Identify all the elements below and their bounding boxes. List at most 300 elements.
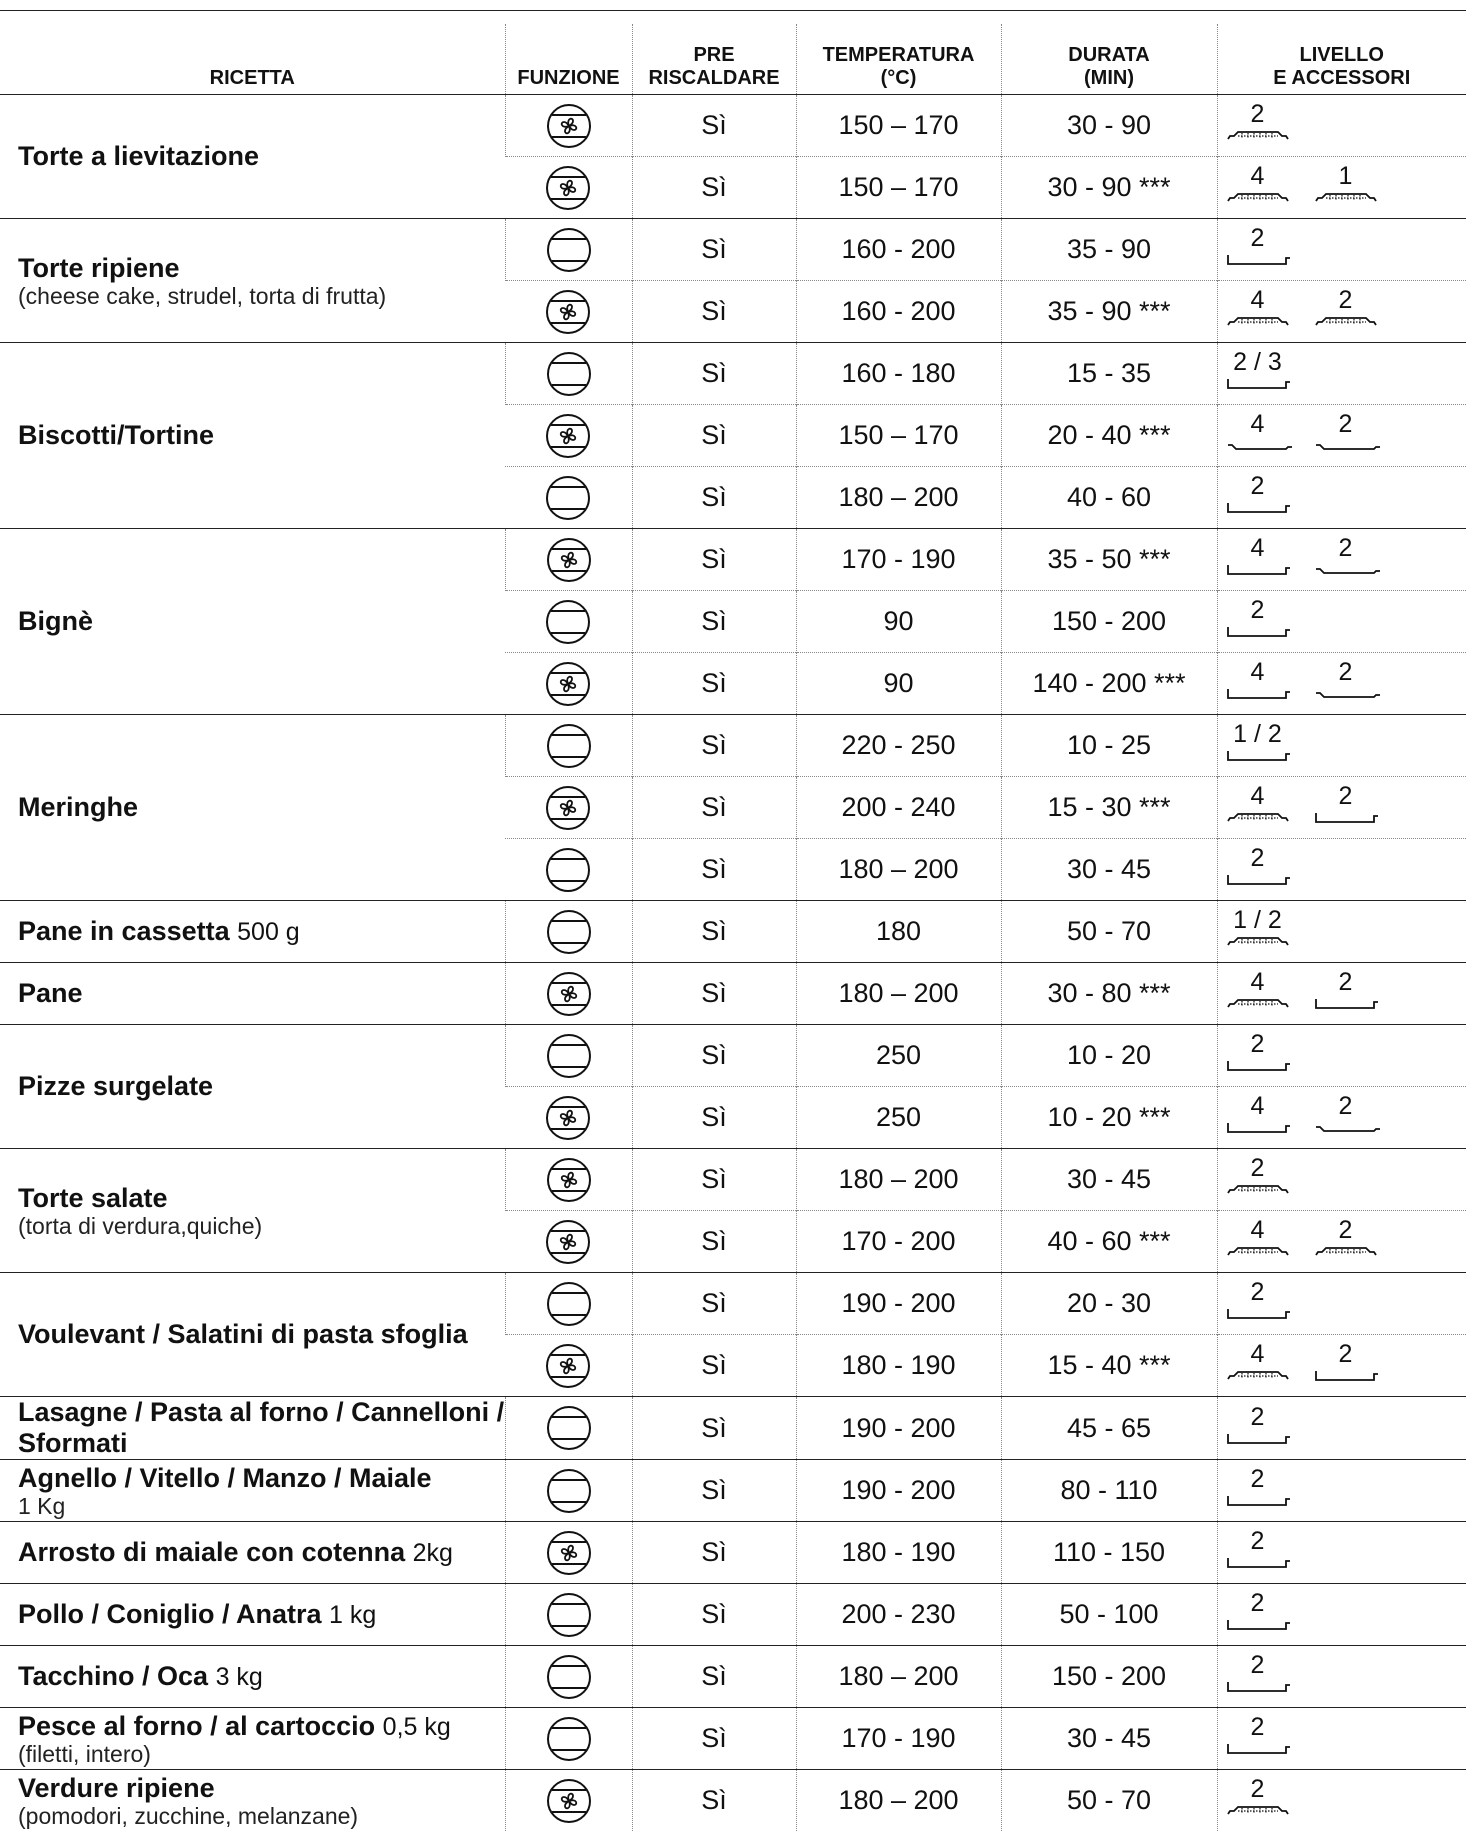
preheat-cell: Sì	[632, 653, 796, 715]
baking-tray-icon	[1226, 687, 1292, 701]
baking-tray-icon	[1314, 1369, 1380, 1383]
recipe-name: Agnello / Vitello / Manzo / Maiale	[18, 1463, 432, 1493]
duration-cell: 35 - 90 ***	[1001, 281, 1217, 343]
baking-tray-icon	[1226, 749, 1292, 763]
temperature-cell: 90	[796, 653, 1001, 715]
preheat-cell: Sì	[632, 1335, 796, 1397]
duration-cell: 35 - 90	[1001, 219, 1217, 281]
wire-rack-icon	[1226, 315, 1292, 329]
fan-function-icon	[546, 537, 592, 583]
recipe-name: Torte salate	[18, 1183, 168, 1213]
temperature-cell: 150 – 170	[796, 95, 1001, 157]
recipe-name: Torte ripiene	[18, 253, 180, 283]
function-cell	[505, 591, 632, 653]
temperature-cell: 200 - 230	[796, 1584, 1001, 1646]
wire-rack-icon	[1226, 129, 1292, 143]
temperature-cell: 220 - 250	[796, 715, 1001, 777]
function-cell	[505, 1335, 632, 1397]
wire-rack-icon	[1314, 1245, 1380, 1259]
preheat-cell: Sì	[632, 901, 796, 963]
preheat-cell: Sì	[632, 1460, 796, 1522]
recipe-note: (cheese cake, strudel, torta di frutta)	[18, 284, 505, 308]
wire-rack-icon	[1226, 811, 1292, 825]
level-accessory-cell	[1217, 1770, 1466, 1831]
recipe-name: Meringhe	[18, 792, 138, 822]
recipe-weight: 3 kg	[216, 1663, 263, 1691]
fan-function-icon	[546, 103, 592, 149]
shelf-level: 4	[1226, 783, 1290, 809]
shelf-level: 4	[1226, 1341, 1290, 1367]
wire-rack-icon	[1226, 1245, 1292, 1259]
static-function-icon	[545, 475, 591, 521]
shelf-level: 4	[1226, 535, 1290, 561]
recipe-cell	[0, 901, 505, 963]
recipe-cell	[0, 95, 505, 219]
temperature-cell: 180	[796, 901, 1001, 963]
fan-function-icon	[545, 165, 591, 211]
level-accessory-cell	[1217, 1460, 1466, 1522]
temperature-cell: 190 - 200	[796, 1273, 1001, 1335]
table-row	[0, 1770, 1466, 1831]
recipe-weight: 1 kg	[329, 1601, 376, 1629]
recipe-note: (torta di verdura,quiche)	[18, 1214, 505, 1238]
duration-cell: 15 - 35	[1001, 343, 1217, 405]
duration-cell: 10 - 20	[1001, 1025, 1217, 1087]
preheat-cell: Sì	[632, 591, 796, 653]
temperature-cell: 180 – 200	[796, 1770, 1001, 1831]
static-function-icon	[546, 351, 592, 397]
static-function-icon	[546, 723, 592, 769]
function-cell	[505, 1522, 632, 1584]
baking-tray-icon	[1226, 1742, 1292, 1756]
baking-tray-icon	[1226, 1618, 1292, 1632]
header-livello: LIVELLO E ACCESSORI	[1217, 24, 1466, 95]
level-accessory-cell	[1217, 219, 1466, 281]
shelf-level: 1 / 2	[1226, 907, 1290, 933]
table-row	[0, 1397, 1466, 1460]
recipe-cell	[0, 1584, 505, 1646]
function-cell	[505, 1708, 632, 1770]
temperature-cell: 190 - 200	[796, 1397, 1001, 1460]
fan-function-icon	[545, 661, 591, 707]
baking-tray-icon	[1226, 1556, 1292, 1570]
preheat-cell: Sì	[632, 95, 796, 157]
level-accessory-cell	[1217, 901, 1466, 963]
recipe-name: Pizze surgelate	[18, 1071, 213, 1101]
baking-tray-icon	[1226, 501, 1292, 515]
table-row	[0, 529, 1466, 591]
static-function-icon	[545, 847, 591, 893]
level-accessory-cell	[1217, 1025, 1466, 1087]
function-cell	[505, 1397, 632, 1460]
baking-tray-icon	[1226, 625, 1292, 639]
baking-tray-icon	[1226, 1059, 1292, 1073]
level-accessory-cell	[1217, 591, 1466, 653]
header-pre: PRE RISCALDARE	[632, 24, 796, 95]
level-accessory-cell	[1217, 343, 1466, 405]
preheat-cell: Sì	[632, 405, 796, 467]
preheat-cell: Sì	[632, 1211, 796, 1273]
baking-tray-icon	[1226, 1121, 1292, 1135]
static-function-icon	[546, 227, 592, 273]
recipe-cell	[0, 715, 505, 901]
level-accessory-cell	[1217, 1646, 1466, 1708]
duration-cell: 30 - 45	[1001, 1149, 1217, 1211]
shelf-level: 1 / 2	[1226, 721, 1290, 747]
wire-rack-icon	[1226, 1804, 1292, 1818]
duration-cell: 15 - 40 ***	[1001, 1335, 1217, 1397]
recipe-name: Lasagne / Pasta al forno / Cannelloni / Sformati	[18, 1397, 504, 1458]
shelf-level: 4	[1226, 969, 1290, 995]
temperature-cell: 180 – 200	[796, 963, 1001, 1025]
fan-function-icon	[546, 1157, 592, 1203]
shelf-level: 2	[1226, 1714, 1290, 1740]
function-cell	[505, 529, 632, 591]
table-row	[0, 1646, 1466, 1708]
static-function-icon	[546, 1592, 592, 1638]
wire-rack-icon	[1226, 935, 1292, 949]
fan-function-icon	[545, 1219, 591, 1265]
fan-function-icon	[545, 785, 591, 831]
preheat-cell: Sì	[632, 1522, 796, 1584]
recipe-name: Biscotti/Tortine	[18, 420, 214, 450]
duration-cell: 30 - 90 ***	[1001, 157, 1217, 219]
drip-pan-icon	[1314, 563, 1380, 577]
table-row	[0, 1584, 1466, 1646]
level-accessory-cell	[1217, 1211, 1466, 1273]
recipe-cell	[0, 1025, 505, 1149]
shelf-level: 2	[1226, 1466, 1290, 1492]
temperature-cell: 90	[796, 591, 1001, 653]
shelf-level: 2	[1226, 101, 1290, 127]
shelf-level: 2	[1314, 535, 1378, 561]
table-row	[0, 715, 1466, 777]
temperature-cell: 250	[796, 1087, 1001, 1149]
preheat-cell: Sì	[632, 1025, 796, 1087]
temperature-cell: 160 - 200	[796, 219, 1001, 281]
duration-cell: 20 - 40 ***	[1001, 405, 1217, 467]
recipe-cell	[0, 343, 505, 529]
shelf-level: 2	[1226, 1776, 1290, 1802]
recipe-cell	[0, 1397, 505, 1460]
recipe-cell	[0, 219, 505, 343]
duration-cell: 45 - 65	[1001, 1397, 1217, 1460]
function-cell	[505, 1273, 632, 1335]
shelf-level: 2	[1226, 473, 1290, 499]
fan-function-icon	[546, 1778, 592, 1824]
temperature-cell: 160 - 200	[796, 281, 1001, 343]
fan-function-icon	[545, 289, 591, 335]
function-cell	[505, 1025, 632, 1087]
header-temperatura: TEMPERATURA (°C)	[796, 24, 1001, 95]
preheat-cell: Sì	[632, 715, 796, 777]
recipe-cell	[0, 1770, 505, 1831]
drip-pan-icon	[1314, 687, 1380, 701]
temperature-cell: 180 - 190	[796, 1335, 1001, 1397]
static-function-icon	[546, 1033, 592, 1079]
table-row	[0, 901, 1466, 963]
recipe-note: (pomodori, zucchine, melanzane)	[18, 1804, 505, 1828]
shelf-level: 4	[1226, 287, 1290, 313]
table-row	[0, 963, 1466, 1025]
function-cell	[505, 653, 632, 715]
duration-cell: 35 - 50 ***	[1001, 529, 1217, 591]
table-row	[0, 1273, 1466, 1335]
drip-pan-icon	[1226, 439, 1292, 453]
wire-rack-icon	[1226, 1183, 1292, 1197]
drip-pan-icon	[1314, 439, 1380, 453]
preheat-cell: Sì	[632, 1149, 796, 1211]
table-row	[0, 1149, 1466, 1211]
duration-cell: 50 - 100	[1001, 1584, 1217, 1646]
fan-function-icon	[545, 1095, 591, 1141]
header-ricetta: RICETTA	[0, 24, 505, 95]
duration-cell: 110 - 150	[1001, 1522, 1217, 1584]
temperature-cell: 180 – 200	[796, 467, 1001, 529]
baking-tray-icon	[1226, 873, 1292, 887]
temperature-cell: 180 – 200	[796, 1149, 1001, 1211]
function-cell	[505, 777, 632, 839]
shelf-level: 4	[1226, 1093, 1290, 1119]
recipe-name: Pesce al forno / al cartoccio	[18, 1711, 375, 1741]
baking-tray-icon	[1226, 253, 1292, 267]
duration-cell: 30 - 80 ***	[1001, 963, 1217, 1025]
baking-tray-icon	[1226, 1307, 1292, 1321]
preheat-cell: Sì	[632, 343, 796, 405]
shelf-level: 2	[1314, 783, 1378, 809]
preheat-cell: Sì	[632, 1087, 796, 1149]
function-cell	[505, 1460, 632, 1522]
function-cell	[505, 467, 632, 529]
temperature-cell: 160 - 180	[796, 343, 1001, 405]
shelf-level: 2	[1226, 1155, 1290, 1181]
preheat-cell: Sì	[632, 1273, 796, 1335]
static-function-icon	[546, 1405, 592, 1451]
level-accessory-cell	[1217, 777, 1466, 839]
level-accessory-cell	[1217, 963, 1466, 1025]
level-accessory-cell	[1217, 1273, 1466, 1335]
shelf-level: 4	[1226, 163, 1290, 189]
temperature-cell: 190 - 200	[796, 1460, 1001, 1522]
recipe-weight: 500 g	[237, 918, 300, 946]
shelf-level: 2 / 3	[1226, 349, 1290, 375]
duration-cell: 15 - 30 ***	[1001, 777, 1217, 839]
function-cell	[505, 1584, 632, 1646]
level-accessory-cell	[1217, 1335, 1466, 1397]
baking-tray-icon	[1226, 1432, 1292, 1446]
function-cell	[505, 1211, 632, 1273]
function-cell	[505, 1087, 632, 1149]
header-durata: DURATA (MIN)	[1001, 24, 1217, 95]
duration-cell: 30 - 45	[1001, 839, 1217, 901]
shelf-level: 4	[1226, 1217, 1290, 1243]
shelf-level: 4	[1226, 411, 1290, 437]
level-accessory-cell	[1217, 1584, 1466, 1646]
recipe-name: Verdure ripiene	[18, 1773, 215, 1803]
preheat-cell: Sì	[632, 1646, 796, 1708]
level-accessory-cell	[1217, 281, 1466, 343]
temperature-cell: 250	[796, 1025, 1001, 1087]
static-function-icon	[546, 1716, 592, 1762]
level-accessory-cell	[1217, 1087, 1466, 1149]
recipe-weight: 0,5 kg	[383, 1713, 451, 1741]
recipe-name: Arrosto di maiale con cotenna	[18, 1537, 405, 1567]
preheat-cell: Sì	[632, 963, 796, 1025]
static-function-icon	[545, 599, 591, 645]
fan-function-icon	[545, 1343, 591, 1389]
function-cell	[505, 963, 632, 1025]
function-cell	[505, 1646, 632, 1708]
fan-function-icon	[546, 1530, 592, 1576]
preheat-cell: Sì	[632, 1770, 796, 1831]
level-accessory-cell	[1217, 1397, 1466, 1460]
preheat-cell: Sì	[632, 777, 796, 839]
wire-rack-icon	[1226, 997, 1292, 1011]
recipe-note: (filetti, intero)	[18, 1742, 505, 1766]
wire-rack-icon	[1314, 191, 1380, 205]
duration-cell: 150 - 200	[1001, 591, 1217, 653]
table-row	[0, 1460, 1466, 1522]
table-row	[0, 1522, 1466, 1584]
shelf-level: 2	[1226, 225, 1290, 251]
shelf-level: 2	[1226, 1528, 1290, 1554]
shelf-level: 1	[1314, 163, 1378, 189]
table-row	[0, 95, 1466, 157]
baking-tray-icon	[1314, 811, 1380, 825]
temperature-cell: 180 – 200	[796, 839, 1001, 901]
baking-tray-icon	[1226, 1680, 1292, 1694]
function-cell	[505, 901, 632, 963]
function-cell	[505, 1149, 632, 1211]
table-row	[0, 343, 1466, 405]
temperature-cell: 180 – 200	[796, 1646, 1001, 1708]
preheat-cell: Sì	[632, 219, 796, 281]
shelf-level: 2	[1314, 287, 1378, 313]
header-funzione: FUNZIONE	[505, 24, 632, 95]
duration-cell: 20 - 30	[1001, 1273, 1217, 1335]
temperature-cell: 180 - 190	[796, 1522, 1001, 1584]
recipe-weight: 2kg	[413, 1539, 453, 1567]
preheat-cell: Sì	[632, 157, 796, 219]
level-accessory-cell	[1217, 1708, 1466, 1770]
recipe-cell	[0, 1522, 505, 1584]
recipe-name: Pollo / Coniglio / Anatra	[18, 1599, 322, 1629]
duration-cell: 30 - 90	[1001, 95, 1217, 157]
recipe-cell	[0, 1273, 505, 1397]
temperature-cell: 170 - 200	[796, 1211, 1001, 1273]
shelf-level: 2	[1226, 597, 1290, 623]
shelf-level: 2	[1226, 1590, 1290, 1616]
function-cell	[505, 219, 632, 281]
function-cell	[505, 1770, 632, 1831]
function-cell	[505, 715, 632, 777]
shelf-level: 2	[1314, 1217, 1378, 1243]
baking-tray-icon	[1226, 377, 1292, 391]
recipe-cell	[0, 1708, 505, 1770]
table-row	[0, 219, 1466, 281]
fan-function-icon	[546, 971, 592, 1017]
level-accessory-cell	[1217, 1522, 1466, 1584]
shelf-level: 2	[1314, 1341, 1378, 1367]
duration-cell: 50 - 70	[1001, 901, 1217, 963]
level-accessory-cell	[1217, 95, 1466, 157]
duration-cell: 150 - 200	[1001, 1646, 1217, 1708]
shelf-level: 2	[1314, 969, 1378, 995]
temperature-cell: 200 - 240	[796, 777, 1001, 839]
level-accessory-cell	[1217, 467, 1466, 529]
recipe-name: Pane	[18, 978, 83, 1008]
shelf-level: 2	[1226, 845, 1290, 871]
baking-tray-icon	[1314, 997, 1380, 1011]
temperature-cell: 150 – 170	[796, 405, 1001, 467]
duration-cell: 10 - 25	[1001, 715, 1217, 777]
shelf-level: 2	[1226, 1031, 1290, 1057]
function-cell	[505, 839, 632, 901]
shelf-level: 2	[1314, 411, 1378, 437]
static-function-icon	[546, 1281, 592, 1327]
shelf-level: 2	[1226, 1652, 1290, 1678]
duration-cell: 40 - 60	[1001, 467, 1217, 529]
cooking-table	[0, 24, 1466, 1831]
shelf-level: 4	[1226, 659, 1290, 685]
duration-cell: 10 - 20 ***	[1001, 1087, 1217, 1149]
fan-function-icon	[545, 413, 591, 459]
level-accessory-cell	[1217, 839, 1466, 901]
table-row	[0, 1025, 1466, 1087]
function-cell	[505, 281, 632, 343]
wire-rack-icon	[1226, 1369, 1292, 1383]
function-cell	[505, 343, 632, 405]
function-cell	[505, 95, 632, 157]
function-cell	[505, 157, 632, 219]
preheat-cell: Sì	[632, 281, 796, 343]
level-accessory-cell	[1217, 157, 1466, 219]
recipe-name: Bignè	[18, 606, 93, 636]
temperature-cell: 170 - 190	[796, 529, 1001, 591]
duration-cell: 50 - 70	[1001, 1770, 1217, 1831]
static-function-icon	[546, 909, 592, 955]
shelf-level: 2	[1314, 1093, 1378, 1119]
preheat-cell: Sì	[632, 1584, 796, 1646]
preheat-cell: Sì	[632, 1397, 796, 1460]
static-function-icon	[546, 1654, 592, 1700]
level-accessory-cell	[1217, 653, 1466, 715]
wire-rack-icon	[1226, 191, 1292, 205]
recipe-name: Pane in cassetta	[18, 916, 230, 946]
temperature-cell: 150 – 170	[796, 157, 1001, 219]
drip-pan-icon	[1314, 1121, 1380, 1135]
level-accessory-cell	[1217, 715, 1466, 777]
preheat-cell: Sì	[632, 839, 796, 901]
header-row	[0, 24, 1466, 95]
recipe-cell	[0, 1149, 505, 1273]
duration-cell: 40 - 60 ***	[1001, 1211, 1217, 1273]
level-accessory-cell	[1217, 1149, 1466, 1211]
level-accessory-cell	[1217, 405, 1466, 467]
preheat-cell: Sì	[632, 467, 796, 529]
recipe-name: Torte a lievitazione	[18, 141, 259, 171]
recipe-note: 1 Kg	[18, 1494, 505, 1518]
shelf-level: 2	[1314, 659, 1378, 685]
recipe-cell	[0, 963, 505, 1025]
recipe-cell	[0, 1646, 505, 1708]
function-cell	[505, 405, 632, 467]
table-row	[0, 1708, 1466, 1770]
recipe-name: Voulevant / Salatini di pasta sfoglia	[18, 1319, 468, 1349]
preheat-cell: Sì	[632, 529, 796, 591]
recipe-cell	[0, 529, 505, 715]
level-accessory-cell	[1217, 529, 1466, 591]
